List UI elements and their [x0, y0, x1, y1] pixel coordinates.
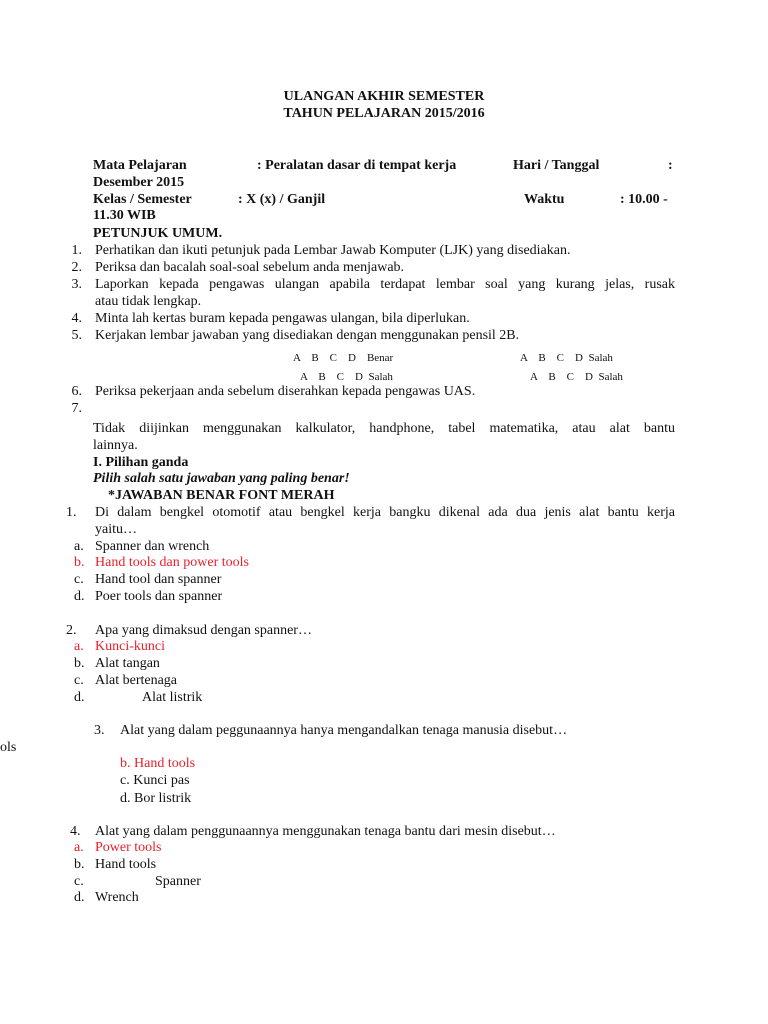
option-letter: d.: [74, 690, 85, 705]
option-text: Poer tools dan spanner: [95, 589, 223, 604]
option-text-correct: [120, 755, 195, 772]
instruction-text-cont: lainnya.: [93, 438, 138, 453]
option-text: Alat bertenaga: [95, 673, 178, 688]
option-text: [120, 790, 191, 807]
answer-example-wrong: A B C D Salah: [300, 371, 393, 383]
option-text: Spanner: [155, 874, 201, 889]
option-text: Spanner dan wrench: [95, 539, 210, 554]
section-instruction: Pilih salah satu jawaban yang paling benar!: [93, 471, 350, 486]
answer-example-wrong: A B C D Salah: [530, 371, 623, 383]
option-text-correct: Hand tools dan power tools: [95, 555, 249, 570]
question-number: 2.: [66, 623, 77, 638]
instruction-text: Laporkan kepada pengawas ulangan apabila terdapat lembar soal yang kurang jelas, rusak: [95, 277, 675, 292]
exam-title: ULANGAN AKHIR SEMESTER: [283, 89, 485, 104]
answer-example-wrong: A B C D Salah: [520, 352, 613, 364]
instructions-heading: PETUNJUK UMUM.: [93, 226, 223, 241]
instruction-text: Periksa dan bacalah soal-soal sebelum anda menjawab.: [95, 260, 405, 275]
option-letter: b.: [74, 857, 85, 872]
section-heading: I. Pilihan ganda: [93, 455, 189, 470]
option-letter-correct: a.: [74, 840, 84, 855]
option-letter: d.: [120, 791, 131, 806]
date-label: Hari / Tanggal: [513, 158, 600, 173]
option-text: Hand tools: [95, 857, 157, 872]
option-text: Alat listrik: [142, 690, 203, 705]
instruction-number: 5.: [71, 328, 82, 343]
option-letter: d.: [74, 890, 85, 905]
option-letter: c.: [74, 673, 84, 688]
instruction-number: 1.: [71, 243, 82, 258]
question-number: 3.: [94, 723, 105, 738]
question-number: 1.: [66, 505, 77, 520]
time-value: : 10.00 -: [620, 192, 668, 207]
class-value: : X (x) / Ganjil: [238, 192, 326, 207]
option-text: Alat tangan: [95, 656, 160, 671]
time-value-cont: 11.30 WIB: [93, 208, 156, 223]
question-text: Di dalam bengkel otomotif atau bengkel kerja bangku dikenal ada dua jenis alat bantu kerja: [95, 505, 675, 520]
option-letter: c.: [74, 874, 84, 889]
instruction-text: Kerjakan lembar jawaban yang disediakan dengan menggunakan pensil 2B.: [95, 328, 520, 343]
option-letter: c.: [120, 773, 130, 788]
option-text-correct: Power tools: [95, 840, 162, 855]
exam-year: TAHUN PELAJARAN 2015/2016: [283, 106, 485, 121]
question-text: Alat yang dalam peggunaannya hanya mengandalkan tenaga manusia disebut…: [120, 723, 568, 738]
time-label: Waktu: [524, 192, 565, 207]
answer-key-note: *JAWABAN BENAR FONT MERAH: [108, 488, 335, 503]
date-colon: :: [668, 158, 673, 173]
instruction-text-cont: atau tidak lengkap.: [95, 294, 202, 309]
date-value: Desember 2015: [93, 175, 185, 190]
option-label-correct: Hand tools: [134, 756, 196, 771]
instruction-text: Periksa pekerjaan anda sebelum diserahkan kepada pengawas UAS.: [95, 384, 476, 399]
option-text: [120, 772, 190, 789]
question-text: Apa yang dimaksud dengan spanner…: [95, 623, 312, 638]
question-text-cont: yaitu…: [95, 522, 137, 537]
option-letter: a.: [74, 539, 84, 554]
option-text-correct: Kunci-kunci: [95, 639, 165, 654]
instruction-text: Tidak diijinkan menggunakan kalkulator, handphone, tabel matematika, atau alat bantu: [93, 421, 675, 436]
option-label: Kunci pas: [133, 773, 190, 788]
instruction-text: Minta lah kertas buram kepada pengawas ulangan, bila diperlukan.: [95, 311, 470, 326]
option-label: Bor listrik: [134, 791, 192, 806]
instruction-number: 2.: [71, 260, 82, 275]
option-text: Wrench: [95, 890, 139, 905]
subject-label: Mata Pelajaran: [93, 158, 187, 173]
stray-text-fragment: ols: [0, 740, 17, 755]
subject-value: : Peralatan dasar di tempat kerja: [257, 158, 457, 173]
option-letter-correct: a.: [74, 639, 84, 654]
option-letter-correct: b.: [120, 756, 131, 771]
class-label: Kelas / Semester: [93, 192, 192, 207]
option-letter-correct: b.: [74, 555, 85, 570]
question-number: 4.: [70, 824, 81, 839]
instruction-number: 3.: [71, 277, 82, 292]
instruction-number: 6.: [71, 384, 82, 399]
option-letter: b.: [74, 656, 85, 671]
answer-example-correct: A B C D Benar: [293, 352, 394, 364]
instruction-number: 7.: [71, 401, 82, 416]
instruction-number: 4.: [71, 311, 82, 326]
option-letter: d.: [74, 589, 85, 604]
option-letter: c.: [74, 572, 84, 587]
question-text: Alat yang dalam penggunaannya menggunakan tenaga bantu dari mesin disebut…: [95, 824, 556, 839]
option-text: Hand tool dan spanner: [95, 572, 222, 587]
instruction-text: Perhatikan dan ikuti petunjuk pada Lembar Jawab Komputer (LJK) yang disediakan.: [95, 243, 571, 258]
